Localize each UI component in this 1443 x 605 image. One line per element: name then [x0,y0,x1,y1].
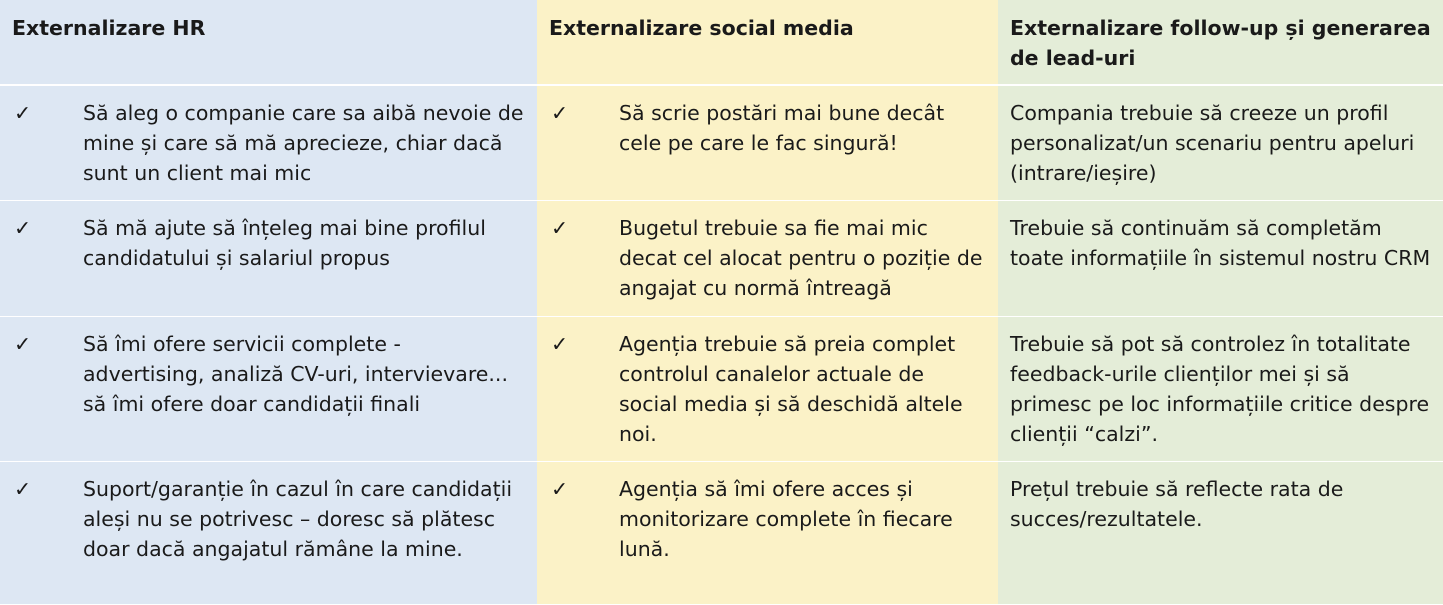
table-cell [998,462,1443,605]
cell-text: Bugetul trebuie sa fie mai mic decat cel alocat pentru o poziție de angajat cu normă întreagă [619,216,983,300]
table-cell [537,86,998,201]
cell-text: Suport/garanție în cazul în care candidații aleși nu se potrivesc – doresc să plătesc doar dacă angajatul rămâne la mine. [83,477,513,561]
cell-text: Agenția trebuie să preia complet controlul canalelor actuale de social media și să deschidă altele noi. [619,332,963,446]
table-cell [0,201,537,317]
cell-text: Compania trebuie să creeze un profil personalizat/un scenariu pentru apeluri (intrare/ieșire) [1010,101,1415,185]
table-cell [998,317,1443,462]
cell-text: Trebuie să continuăm să completăm toate informațiile în sistemul nostru CRM [1010,216,1431,270]
checkmark-icon: ✓ [551,477,569,501]
cell-text: Agenția să îmi ofere acces și monitorizare complete în fiecare lună. [619,477,953,561]
table-cell [537,462,998,605]
table-cell [537,317,998,462]
checkmark-icon: ✓ [14,101,32,125]
header-social-media: Externalizare social media [537,0,998,86]
checkmark-icon: ✓ [14,477,32,501]
checkmark-icon: ✓ [551,332,569,356]
checkmark-icon: ✓ [14,216,32,240]
table-cell [998,86,1443,201]
header-hr: Externalizare HR [0,0,537,86]
checkmark-icon: ✓ [551,101,569,125]
cell-text: Trebuie să pot să controlez în totalitate feedback-urile clienților mei și să primesc pe loc informațiile critice despre clienții “calzi”. [1010,332,1430,446]
table-cell [0,462,537,605]
cell-text: Să scrie postări mai bune decât cele pe care le fac singură! [619,101,945,155]
cell-text: Să îmi ofere servicii complete - advertising, analiză CV-uri, intervievare... să îmi ofere doar candidații finali [83,332,508,416]
cell-text: Prețul trebuie să reflecte rata de succes/rezultatele. [1010,477,1344,531]
header-follow-up: Externalizare follow-up și generarea de lead-uri [998,0,1443,86]
checkmark-icon: ✓ [14,332,32,356]
table-cell [0,86,537,201]
cell-text: Să aleg o companie care sa aibă nevoie de mine și care să mă aprecieze, chiar dacă sunt un client mai mic [83,101,524,185]
table-cell [0,317,537,462]
table-cell [537,201,998,317]
table-cell [998,201,1443,317]
checkmark-icon: ✓ [551,216,569,240]
cell-text: Să mă ajute să înțeleg mai bine profilul candidatului și salariul propus [83,216,486,270]
